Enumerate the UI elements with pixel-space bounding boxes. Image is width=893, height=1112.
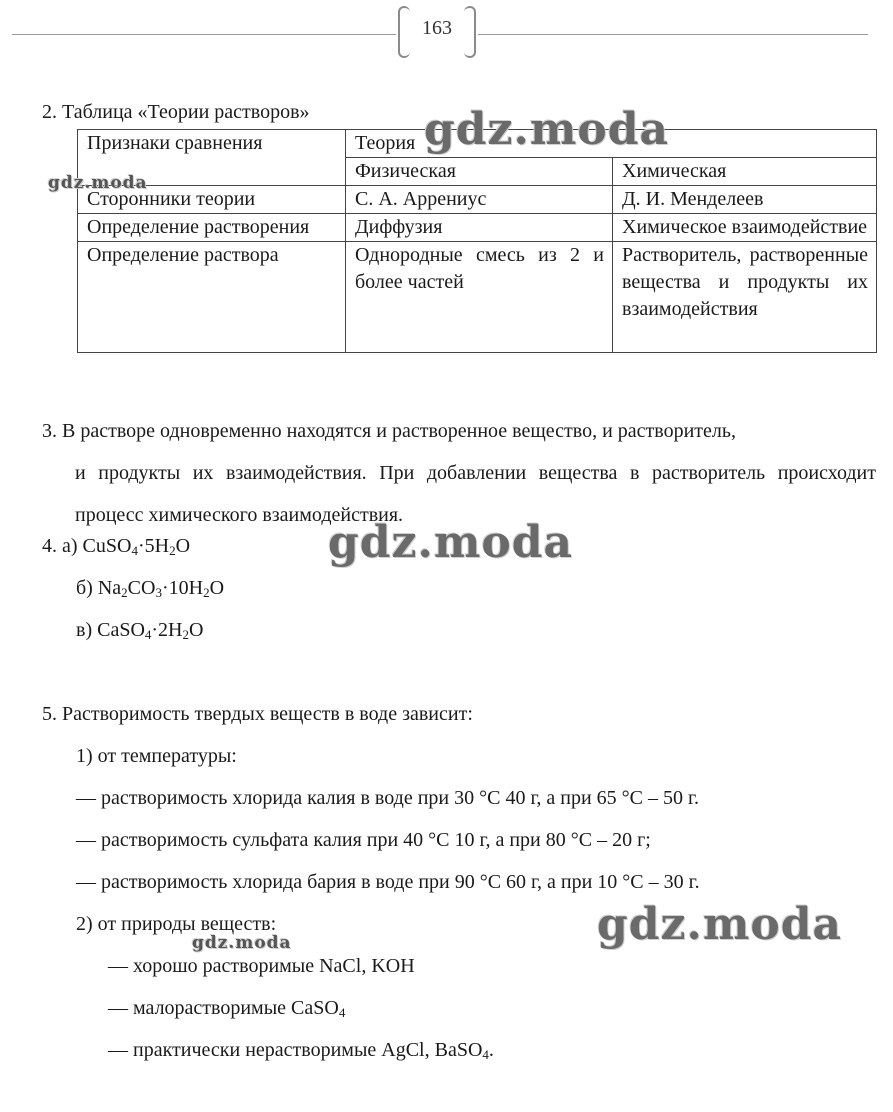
answer-4a: 4. а) $CuSO_4\cdot 5H_2O$ bbox=[42, 535, 191, 558]
row-physical: Однородные смесь из 2 и более частей bbox=[346, 242, 613, 353]
list-item: — растворимость хлорида калия в воде при 30 °С 40 г, а при 65 °С – 50 г. bbox=[76, 787, 699, 809]
list-item: — практически нерастворимые AgCl, BaSO$_4$. bbox=[108, 1039, 494, 1062]
row-chemical: Д. И. Менделеев bbox=[613, 186, 877, 214]
page-number: 163 bbox=[398, 6, 476, 58]
watermark-logo: gdz.moda bbox=[424, 104, 670, 155]
section-5-heading: 5. Растворимость твердых веществ в воде зависит: bbox=[42, 703, 473, 725]
row-chemical: Химическое взаимодействие bbox=[613, 214, 877, 242]
table-row bbox=[78, 214, 877, 242]
table-cell-criteria: Признаки сравнения bbox=[78, 130, 346, 186]
table-cell-physical: Физическая bbox=[346, 158, 613, 186]
row-label: Сторонники теории bbox=[78, 186, 346, 214]
list-item: — хорошо растворимые NaCl, KOH bbox=[108, 955, 415, 977]
list-item: — малорастворимые CaSO$_4$ bbox=[108, 997, 346, 1020]
section-2-heading: 2. Таблица «Теории растворов» bbox=[42, 101, 310, 123]
row-physical: Диффузия bbox=[346, 214, 613, 242]
row-label: Определение растворения bbox=[78, 214, 346, 242]
watermark-logo: gdz.moda bbox=[328, 517, 574, 568]
header-rule-right bbox=[478, 34, 868, 35]
table-cell-chemical: Химическая bbox=[613, 158, 877, 186]
table-row bbox=[78, 186, 877, 214]
header-rule-left bbox=[12, 34, 396, 35]
theories-table bbox=[77, 129, 877, 353]
watermark-logo: gdz.moda bbox=[192, 933, 292, 953]
section-3-line-1: 3. В растворе одновременно находятся и растворенное вещество, и растворитель, bbox=[42, 420, 736, 442]
row-label: Определение раствора bbox=[78, 242, 346, 353]
list-item: — растворимость хлорида бария в воде при 90 °С 60 г, а при 10 °С – 30 г. bbox=[76, 871, 700, 893]
answer-4c: в) $CaSO_4\cdot 2H_2O$ bbox=[76, 619, 204, 642]
list-item-temperature: 1) от температуры: bbox=[76, 745, 237, 767]
section-3-continuation: и продукты их взаимодействия. При добавлении вещества в растворитель происходит процесс химического взаимодействия. bbox=[75, 462, 876, 526]
watermark-logo: gdz.moda bbox=[597, 899, 843, 950]
row-chemical: Растворитель, растворенные вещества и продукты их взаимодействия bbox=[613, 242, 877, 353]
watermark-logo: gdz.moda bbox=[48, 173, 148, 193]
row-physical: С. А. Аррениус bbox=[346, 186, 613, 214]
table-cell-theory: Теория bbox=[346, 130, 877, 158]
table-row bbox=[78, 242, 877, 353]
list-item: — растворимость сульфата калия при 40 °С 10 г, а при 80 °С – 20 г; bbox=[76, 829, 651, 851]
list-item-nature: 2) от природы веществ: bbox=[76, 913, 277, 935]
answer-4b: б) $Na_2CO_3\cdot 10H_2O$ bbox=[76, 577, 225, 600]
